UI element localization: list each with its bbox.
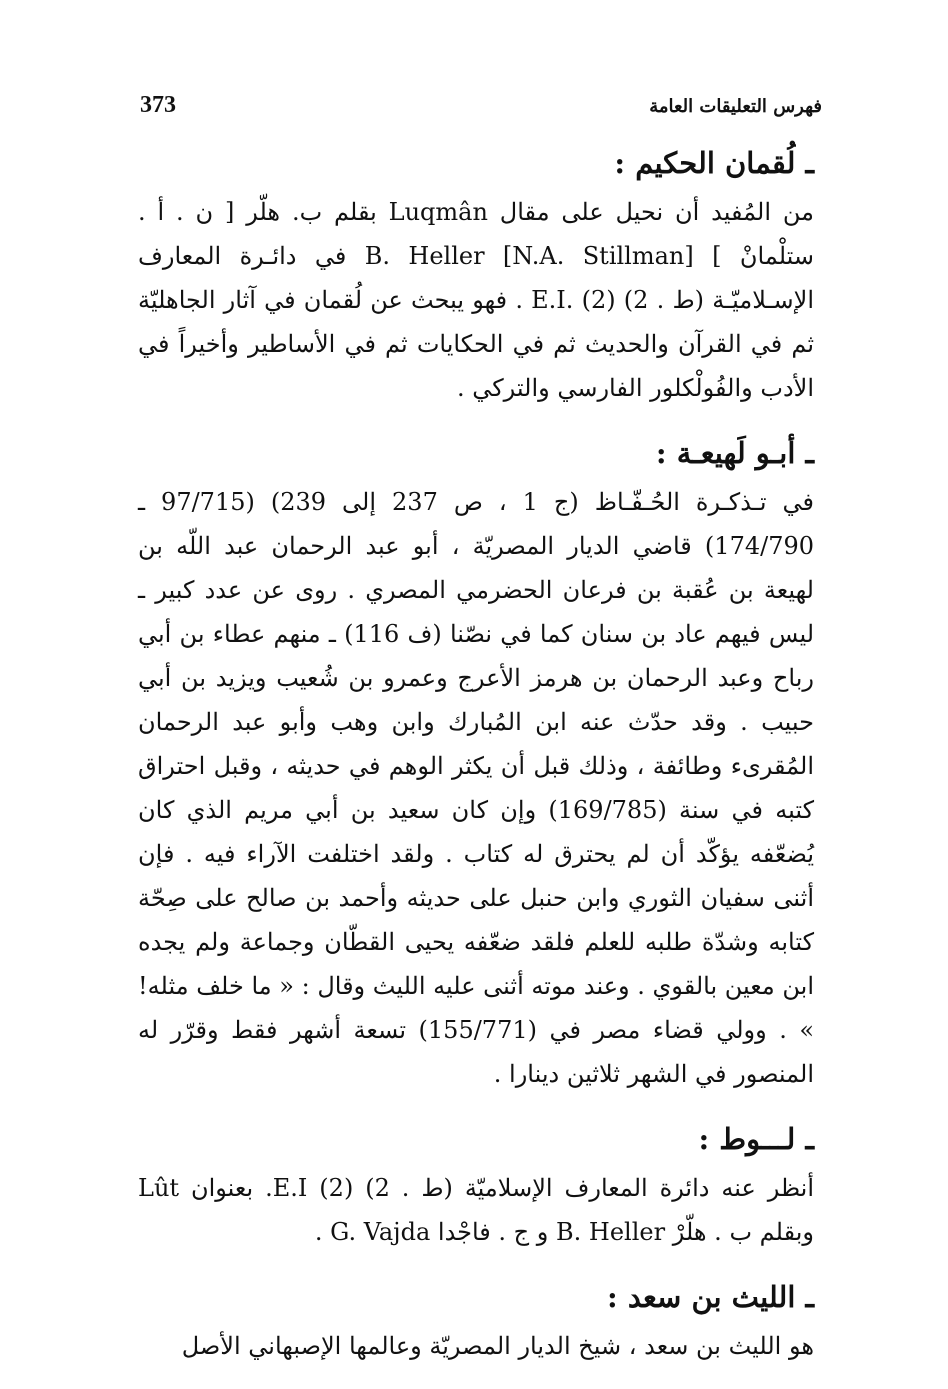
entry-abu-lahia: [138, 430, 814, 1096]
entry-title: ـ الليث بن سعد :: [607, 1280, 814, 1314]
entry-luqman: [138, 140, 814, 410]
page-content: [138, 140, 814, 1388]
entry-layth-ibn-saad: [138, 1274, 814, 1368]
entry-body: أنظر عنه دائرة المعارف الإسلاميّة (ط . 2) (2) E.I. بعنوان Lût وبقلم ب . هلّرْ B. Heller و ج . فاجْدا G. Vajda .: [138, 1174, 815, 1246]
entry-lut: [138, 1116, 814, 1254]
page-header: [140, 92, 822, 119]
page-number: 373: [140, 92, 176, 118]
entry-body: من المُفيد أن نحيل على مقال Luqmân بقلم ب. هلّر [ ن . أ . ستلْمانْ ] B. Heller [N.A. Stillman] في دائـرة المعارف الإسـلاميّـة (ط . 2) E.I. (2) . فهو يبحث عن لُقمان في آثار الجاهليّة ثم في القرآن والحديث ثم في الحكايات ثم في الأساطير وأخيراً في الأدب والفُولْكلور الفارسي والتركي .: [138, 198, 815, 402]
entry-title: ـ أبـو لَهيعـة :: [655, 436, 814, 470]
entry-title: ـ لـــوط :: [698, 1122, 814, 1156]
running-title: فهرس التعليقات العامة: [649, 96, 822, 117]
entry-body: هو الليث بن سعد ، شيخ الديار المصريّة وعالمها الإصبهاني الأصل: [181, 1332, 814, 1360]
entry-title: ـ لُقمان الحكيم :: [614, 146, 814, 180]
entry-body: في تـذكـرة الحُـفّـاظ (ج 1 ، ص 237 إلى 239) (97/715 ـ 174/790) قاضي الديار المصريّة ، أبو عبد الرحمان عبد اللّه بن لهيعة بن عُقبة بن فرعان الحضرمي المصري . روى عن عدد كبير ـ ليس فيهم عاد بن سنان كما في نصّنا (ف 116) ـ منهم عطاء بن أبي رباح وعبد الرحمان بن هرمز الأعرج وعمرو بن شُعيب ويزيد بن أبي حبيب . وقد حدّث عنه ابن المُبارك وابن وهب وأبو عبد الرحمان المُقرىء وطائفة ، وذلك قبل أن يكثر الوهم في حديثه ، وقبل احتراق كتبه في سنة (169/785) وإن كان سعيد بن أبي مريم الذي كان يُضعّفه يؤكّد أن لم يحترق له كتاب . ولقد اختلفت الآراء فيه . فإن أثنى سفيان الثوري وابن حنبل على حديثه وأحمد بن صالح على صِحّة كتابه وشدّة طلبه للعلم فلقد ضعّفه يحيى القطّان وجماعة ولم يجده ابن معين بالقوي . وعند موته أثنى عليه الليث وقال : « ما خلف مثله! » . وولي قضاء مصر في (155/771) تسعة أشهر فقط وقرّر له المنصور في الشهر ثلاثين دينارا .: [138, 488, 815, 1088]
